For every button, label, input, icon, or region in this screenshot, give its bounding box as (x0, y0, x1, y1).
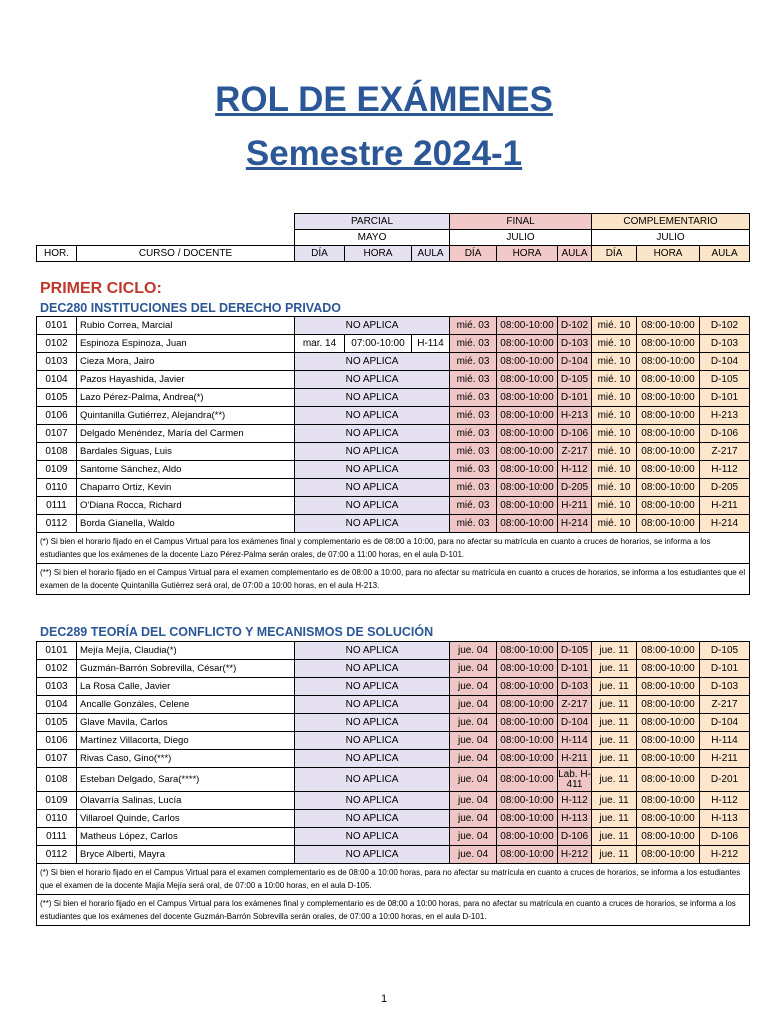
final-dia-cell: mié. 03 (450, 371, 497, 389)
parcial-no-aplica-cell: NO APLICA (295, 846, 450, 864)
complementario-aula-cell: D-105 (700, 371, 750, 389)
parcial-no-aplica-cell: NO APLICA (295, 425, 450, 443)
final-dia-cell: mié. 03 (450, 425, 497, 443)
complementario-aula-cell: H-113 (700, 810, 750, 828)
docente-cell: Rivas Caso, Gino(***) (77, 750, 295, 768)
final-dia-cell: jue. 04 (450, 846, 497, 864)
complementario-aula-cell: D-105 (700, 642, 750, 660)
table-row (37, 407, 750, 425)
horario-cell: 0107 (37, 425, 77, 443)
complementario-dia-cell: mié. 10 (592, 317, 637, 335)
parcial-no-aplica-cell: NO APLICA (295, 317, 450, 335)
horario-cell: 0108 (37, 443, 77, 461)
complementario-aula-cell: D-103 (700, 678, 750, 696)
parcial-no-aplica-cell: NO APLICA (295, 479, 450, 497)
table-row (37, 660, 750, 678)
document-title: ROL DE EXÁMENES (215, 80, 553, 119)
complementario-hora-cell: 08:00-10:00 (637, 479, 700, 497)
final-aula-cell: H-214 (558, 515, 592, 533)
horario-cell: 0111 (37, 828, 77, 846)
complementario-hora-cell: 08:00-10:00 (637, 353, 700, 371)
parcial-no-aplica-cell: NO APLICA (295, 407, 450, 425)
complementario-hora-cell: 08:00-10:00 (637, 497, 700, 515)
header-hora: HORA (637, 246, 700, 262)
parcial-no-aplica-cell: NO APLICA (295, 678, 450, 696)
final-hora-cell: 08:00-10:00 (497, 642, 558, 660)
parcial-no-aplica-cell: NO APLICA (295, 768, 450, 792)
docente-cell: Mejía Mejía, Claudia(*) (77, 642, 295, 660)
footnote: (**) Si bien el horario fijado en el Campus Virtual para el examen complementario es de 08:00 a 10:00, para no afectar su matrícula en cuanto a cruces de horarios, se informa a los estudiantes que el examen de la docente Quintanilla Gutiérrez será oral, de 07:00 a 10:00 horas, en el aula H-213. (37, 564, 750, 595)
table-row (37, 353, 750, 371)
complementario-dia-cell: jue. 11 (592, 660, 637, 678)
final-hora-cell: 08:00-10:00 (497, 714, 558, 732)
final-aula-cell: D-103 (558, 335, 592, 353)
horario-cell: 0103 (37, 678, 77, 696)
final-hora-cell: 08:00-10:00 (497, 497, 558, 515)
complementario-aula-cell: D-205 (700, 479, 750, 497)
final-hora-cell: 08:00-10:00 (497, 515, 558, 533)
table-row (37, 714, 750, 732)
complementario-aula-cell: D-101 (700, 660, 750, 678)
header-month-parcial: MAYO (295, 230, 450, 246)
header-complementario: COMPLEMENTARIO (592, 214, 750, 230)
horario-cell: 0102 (37, 660, 77, 678)
complementario-aula-cell: H-213 (700, 407, 750, 425)
header-month-final: JULIO (450, 230, 592, 246)
final-hora-cell: 08:00-10:00 (497, 479, 558, 497)
footnote: (**) Si bien el horario fijado en el Campus Virtual para los exámenes final y complementario es de 08:00 a 10:00 horas, para no afectar su matrícula en cuanto a cruces de horarios, se informa a los estudiantes que los exámenes del docente Guzmán-Barrón Sobrevilla serán orales, de 07:00 a 10:00 horas, en el aula D-101. (37, 895, 750, 926)
parcial-no-aplica-cell: NO APLICA (295, 353, 450, 371)
complementario-aula-cell: D-104 (700, 353, 750, 371)
complementario-dia-cell: jue. 11 (592, 768, 637, 792)
complementario-hora-cell: 08:00-10:00 (637, 371, 700, 389)
horario-cell: 0109 (37, 461, 77, 479)
final-dia-cell: jue. 04 (450, 732, 497, 750)
complementario-dia-cell: mié. 10 (592, 389, 637, 407)
parcial-no-aplica-cell: NO APLICA (295, 515, 450, 533)
docente-cell: Cieza Mora, Jairo (77, 353, 295, 371)
final-hora-cell: 08:00-10:00 (497, 750, 558, 768)
parcial-no-aplica-cell: NO APLICA (295, 828, 450, 846)
header-dia: DÍA (295, 246, 345, 262)
complementario-dia-cell: jue. 11 (592, 678, 637, 696)
docente-cell: Santome Sánchez, Aldo (77, 461, 295, 479)
final-aula-cell: D-101 (558, 389, 592, 407)
final-aula-cell: H-113 (558, 810, 592, 828)
final-dia-cell: mié. 03 (450, 461, 497, 479)
parcial-no-aplica-cell: NO APLICA (295, 696, 450, 714)
parcial-no-aplica-cell: NO APLICA (295, 461, 450, 479)
complementario-hora-cell: 08:00-10:00 (637, 696, 700, 714)
table-row (37, 425, 750, 443)
table-row (37, 642, 750, 660)
complementario-hora-cell: 08:00-10:00 (637, 828, 700, 846)
final-hora-cell: 08:00-10:00 (497, 768, 558, 792)
docente-cell: Olavarría Salinas, Lucía (77, 792, 295, 810)
note-row (37, 533, 750, 564)
complementario-aula-cell: H-214 (700, 515, 750, 533)
table-row (37, 810, 750, 828)
complementario-aula-cell: D-106 (700, 828, 750, 846)
table-row (37, 479, 750, 497)
course-heading: DEC280 INSTITUCIONES DEL DERECHO PRIVADO (40, 301, 341, 315)
docente-cell: Bardales Siguas, Luis (77, 443, 295, 461)
page-number: 1 (380, 993, 388, 1005)
complementario-dia-cell: mié. 10 (592, 353, 637, 371)
table-row (37, 371, 750, 389)
horario-cell: 0111 (37, 497, 77, 515)
complementario-aula-cell: D-106 (700, 425, 750, 443)
header-hor: HOR. (37, 246, 77, 262)
docente-cell: Lazo Pérez-Palma, Andrea(*) (77, 389, 295, 407)
final-hora-cell: 08:00-10:00 (497, 828, 558, 846)
table-row (37, 792, 750, 810)
table-row (37, 317, 750, 335)
final-aula-cell: H-112 (558, 792, 592, 810)
complementario-aula-cell: H-112 (700, 792, 750, 810)
complementario-aula-cell: H-212 (700, 846, 750, 864)
final-dia-cell: jue. 04 (450, 714, 497, 732)
final-aula-cell: D-106 (558, 828, 592, 846)
final-hora-cell: 08:00-10:00 (497, 660, 558, 678)
final-dia-cell: jue. 04 (450, 750, 497, 768)
parcial-no-aplica-cell: NO APLICA (295, 750, 450, 768)
final-aula-cell: Z-217 (558, 696, 592, 714)
complementario-dia-cell: jue. 11 (592, 828, 637, 846)
complementario-aula-cell: D-102 (700, 317, 750, 335)
table-row (37, 750, 750, 768)
final-hora-cell: 08:00-10:00 (497, 371, 558, 389)
complementario-aula-cell: D-104 (700, 714, 750, 732)
header-curso: CURSO / DOCENTE (77, 246, 295, 262)
complementario-hora-cell: 08:00-10:00 (637, 335, 700, 353)
final-hora-cell: 08:00-10:00 (497, 425, 558, 443)
final-dia-cell: mié. 03 (450, 335, 497, 353)
complementario-dia-cell: jue. 11 (592, 714, 637, 732)
final-hora-cell: 08:00-10:00 (497, 792, 558, 810)
docente-cell: Quintanilla Gutiérrez, Alejandra(**) (77, 407, 295, 425)
final-dia-cell: jue. 04 (450, 696, 497, 714)
final-aula-cell: D-106 (558, 425, 592, 443)
final-aula-cell: Lab. H-411 (558, 768, 591, 790)
horario-cell: 0109 (37, 792, 77, 810)
horario-cell: 0107 (37, 750, 77, 768)
horario-cell: 0110 (37, 810, 77, 828)
final-aula-cell: Z-217 (558, 443, 592, 461)
parcial-aula-cell: H-114 (412, 335, 450, 353)
schedule-header (36, 213, 750, 262)
header-dia: DÍA (450, 246, 497, 262)
complementario-hora-cell: 08:00-10:00 (637, 732, 700, 750)
table-row (37, 497, 750, 515)
complementario-aula-cell: H-211 (700, 750, 750, 768)
complementario-hora-cell: 08:00-10:00 (637, 317, 700, 335)
complementario-hora-cell: 08:00-10:00 (637, 443, 700, 461)
table-row (37, 732, 750, 750)
horario-cell: 0102 (37, 335, 77, 353)
complementario-hora-cell: 08:00-10:00 (637, 846, 700, 864)
table-row (37, 696, 750, 714)
horario-cell: 0104 (37, 696, 77, 714)
docente-cell: Pazos Hayashida, Javier (77, 371, 295, 389)
complementario-dia-cell: jue. 11 (592, 792, 637, 810)
final-dia-cell: jue. 04 (450, 792, 497, 810)
complementario-dia-cell: jue. 11 (592, 642, 637, 660)
complementario-aula-cell: H-112 (700, 461, 750, 479)
complementario-aula-cell: D-101 (700, 389, 750, 407)
parcial-no-aplica-cell: NO APLICA (295, 792, 450, 810)
table-row (37, 828, 750, 846)
docente-cell: Bryce Alberti, Mayra (77, 846, 295, 864)
complementario-dia-cell: mié. 10 (592, 479, 637, 497)
complementario-dia-cell: jue. 11 (592, 750, 637, 768)
header-dia: DÍA (592, 246, 637, 262)
final-hora-cell: 08:00-10:00 (497, 389, 558, 407)
table-row (37, 515, 750, 533)
final-dia-cell: mié. 03 (450, 479, 497, 497)
ciclo-heading: PRIMER CICLO: (40, 280, 162, 297)
horario-cell: 0105 (37, 389, 77, 407)
docente-cell: Villaroel Quinde, Carlos (77, 810, 295, 828)
final-aula-cell: D-105 (558, 371, 592, 389)
docente-cell: La Rosa Calle, Javier (77, 678, 295, 696)
final-aula-cell: H-213 (558, 407, 592, 425)
complementario-dia-cell: mié. 10 (592, 335, 637, 353)
final-aula-cell: D-102 (558, 317, 592, 335)
final-aula-cell: D-104 (558, 353, 592, 371)
final-hora-cell: 08:00-10:00 (497, 443, 558, 461)
docente-cell: Matheus López, Carlos (77, 828, 295, 846)
complementario-hora-cell: 08:00-10:00 (637, 768, 700, 792)
final-dia-cell: jue. 04 (450, 642, 497, 660)
final-aula-cell: D-205 (558, 479, 592, 497)
document-subtitle: Semestre 2024-1 (245, 134, 523, 173)
horario-cell: 0101 (37, 317, 77, 335)
docente-cell: Chaparro Ortiz, Kevin (77, 479, 295, 497)
complementario-dia-cell: jue. 11 (592, 810, 637, 828)
final-aula-cell: D-104 (558, 714, 592, 732)
horario-cell: 0108 (37, 768, 77, 792)
final-dia-cell: mié. 03 (450, 407, 497, 425)
docente-cell: Borda Gianella, Waldo (77, 515, 295, 533)
course-heading: DEC289 TEORÍA DEL CONFLICTO Y MECANISMOS DE SOLUCIÓN (40, 625, 434, 639)
footnote: (*) Si bien el horario fijado en el Campus Virtual para los exámenes final y complementario es de 08:00 a 10:00, para no afectar su matrícula en cuanto a cruces de horarios, se informa a los estudiantes que los exámenes de la docente Lazo Pérez-Palma serán orales, de 07:00 a 11:00 horas, en el aula D-101. (37, 533, 750, 564)
horario-cell: 0103 (37, 353, 77, 371)
footnote: (*) Si bien el horario fijado en el Campus Virtual para el examen complementario es de 08:00 a 10:00 horas, para no afectar su matrícula en cuanto a cruces de horarios, se informa a los estudiantes que el examen de la docente Majía Mejía será oral, de 07:00 a 10:00 horas, en el aula D-105. (37, 864, 750, 895)
table-row (37, 846, 750, 864)
complementario-hora-cell: 08:00-10:00 (637, 810, 700, 828)
parcial-dia-cell: mar. 14 (295, 335, 345, 353)
final-aula-cell: H-211 (558, 497, 592, 515)
docente-cell: O'Diana Rocca, Richard (77, 497, 295, 515)
complementario-hora-cell: 08:00-10:00 (637, 660, 700, 678)
final-hora-cell: 08:00-10:00 (497, 317, 558, 335)
final-dia-cell: mié. 03 (450, 497, 497, 515)
complementario-dia-cell: mié. 10 (592, 407, 637, 425)
course-table (36, 316, 750, 595)
final-hora-cell: 08:00-10:00 (497, 846, 558, 864)
header-parcial: PARCIAL (295, 214, 450, 230)
note-row (37, 564, 750, 595)
final-aula-cell: D-101 (558, 660, 592, 678)
final-dia-cell: mié. 03 (450, 389, 497, 407)
final-hora-cell: 08:00-10:00 (497, 335, 558, 353)
parcial-no-aplica-cell: NO APLICA (295, 732, 450, 750)
parcial-hora-cell: 07:00-10:00 (345, 335, 412, 353)
table-row (37, 768, 750, 792)
complementario-hora-cell: 08:00-10:00 (637, 461, 700, 479)
final-dia-cell: jue. 04 (450, 660, 497, 678)
final-hora-cell: 08:00-10:00 (497, 407, 558, 425)
horario-cell: 0105 (37, 714, 77, 732)
header-aula: AULA (558, 246, 592, 262)
complementario-hora-cell: 08:00-10:00 (637, 792, 700, 810)
header-month-complementario: JULIO (592, 230, 750, 246)
final-dia-cell: jue. 04 (450, 828, 497, 846)
complementario-dia-cell: jue. 11 (592, 696, 637, 714)
note-row (37, 864, 750, 895)
final-dia-cell: mié. 03 (450, 353, 497, 371)
final-hora-cell: 08:00-10:00 (497, 732, 558, 750)
final-dia-cell: jue. 04 (450, 810, 497, 828)
final-hora-cell: 08:00-10:00 (497, 810, 558, 828)
horario-cell: 0106 (37, 732, 77, 750)
course-table (36, 641, 750, 926)
note-row (37, 895, 750, 926)
parcial-no-aplica-cell: NO APLICA (295, 389, 450, 407)
table-row (37, 335, 750, 353)
complementario-hora-cell: 08:00-10:00 (637, 389, 700, 407)
final-dia-cell: mié. 03 (450, 443, 497, 461)
parcial-no-aplica-cell: NO APLICA (295, 714, 450, 732)
header-final: FINAL (450, 214, 592, 230)
complementario-hora-cell: 08:00-10:00 (637, 515, 700, 533)
horario-cell: 0106 (37, 407, 77, 425)
final-hora-cell: 08:00-10:00 (497, 461, 558, 479)
horario-cell: 0101 (37, 642, 77, 660)
header-hora: HORA (497, 246, 558, 262)
complementario-hora-cell: 08:00-10:00 (637, 642, 700, 660)
horario-cell: 0110 (37, 479, 77, 497)
table-row (37, 461, 750, 479)
docente-cell: Glave Mavila, Carlos (77, 714, 295, 732)
parcial-no-aplica-cell: NO APLICA (295, 371, 450, 389)
complementario-hora-cell: 08:00-10:00 (637, 407, 700, 425)
table-row (37, 678, 750, 696)
complementario-hora-cell: 08:00-10:00 (637, 750, 700, 768)
final-aula-cell: H-114 (558, 732, 592, 750)
complementario-dia-cell: mié. 10 (592, 515, 637, 533)
parcial-no-aplica-cell: NO APLICA (295, 497, 450, 515)
final-hora-cell: 08:00-10:00 (497, 696, 558, 714)
complementario-aula-cell: H-114 (700, 732, 750, 750)
docente-cell: Delgado Menéndez, María del Carmen (77, 425, 295, 443)
horario-cell: 0112 (37, 515, 77, 533)
docente-cell: Esteban Delgado, Sara(****) (77, 768, 295, 792)
final-dia-cell: jue. 04 (450, 768, 497, 792)
complementario-dia-cell: mié. 10 (592, 461, 637, 479)
header-aula: AULA (412, 246, 450, 262)
docente-cell: Guzmán-Barrón Sobrevilla, César(**) (77, 660, 295, 678)
complementario-dia-cell: mié. 10 (592, 371, 637, 389)
complementario-aula-cell: H-211 (700, 497, 750, 515)
final-dia-cell: jue. 04 (450, 678, 497, 696)
complementario-aula-cell: Z-217 (700, 443, 750, 461)
complementario-dia-cell: mié. 10 (592, 443, 637, 461)
final-dia-cell: mié. 03 (450, 317, 497, 335)
docente-cell: Rubio Correa, Marcial (77, 317, 295, 335)
complementario-dia-cell: jue. 11 (592, 732, 637, 750)
complementario-hora-cell: 08:00-10:00 (637, 714, 700, 732)
parcial-no-aplica-cell: NO APLICA (295, 443, 450, 461)
complementario-aula-cell: D-201 (700, 768, 750, 792)
complementario-hora-cell: 08:00-10:00 (637, 678, 700, 696)
docente-cell: Ancalle Gonzáles, Celene (77, 696, 295, 714)
final-hora-cell: 08:00-10:00 (497, 678, 558, 696)
docente-cell: Martínez Villacorta, Diego (77, 732, 295, 750)
final-aula-cell: D-105 (558, 642, 592, 660)
table-row (37, 389, 750, 407)
complementario-aula-cell: Z-217 (700, 696, 750, 714)
horario-cell: 0112 (37, 846, 77, 864)
parcial-no-aplica-cell: NO APLICA (295, 810, 450, 828)
complementario-dia-cell: mié. 10 (592, 425, 637, 443)
header-aula: AULA (700, 246, 750, 262)
complementario-hora-cell: 08:00-10:00 (637, 425, 700, 443)
complementario-aula-cell: D-103 (700, 335, 750, 353)
final-aula-cell: D-103 (558, 678, 592, 696)
final-hora-cell: 08:00-10:00 (497, 353, 558, 371)
horario-cell: 0104 (37, 371, 77, 389)
parcial-no-aplica-cell: NO APLICA (295, 642, 450, 660)
parcial-no-aplica-cell: NO APLICA (295, 660, 450, 678)
final-aula-cell: H-212 (558, 846, 592, 864)
final-dia-cell: mié. 03 (450, 515, 497, 533)
final-aula-cell: H-211 (558, 750, 592, 768)
header-hora: HORA (345, 246, 412, 262)
complementario-dia-cell: mié. 10 (592, 497, 637, 515)
docente-cell: Espinoza Espinoza, Juan (77, 335, 295, 353)
table-row (37, 443, 750, 461)
complementario-dia-cell: jue. 11 (592, 846, 637, 864)
final-aula-cell: H-112 (558, 461, 592, 479)
